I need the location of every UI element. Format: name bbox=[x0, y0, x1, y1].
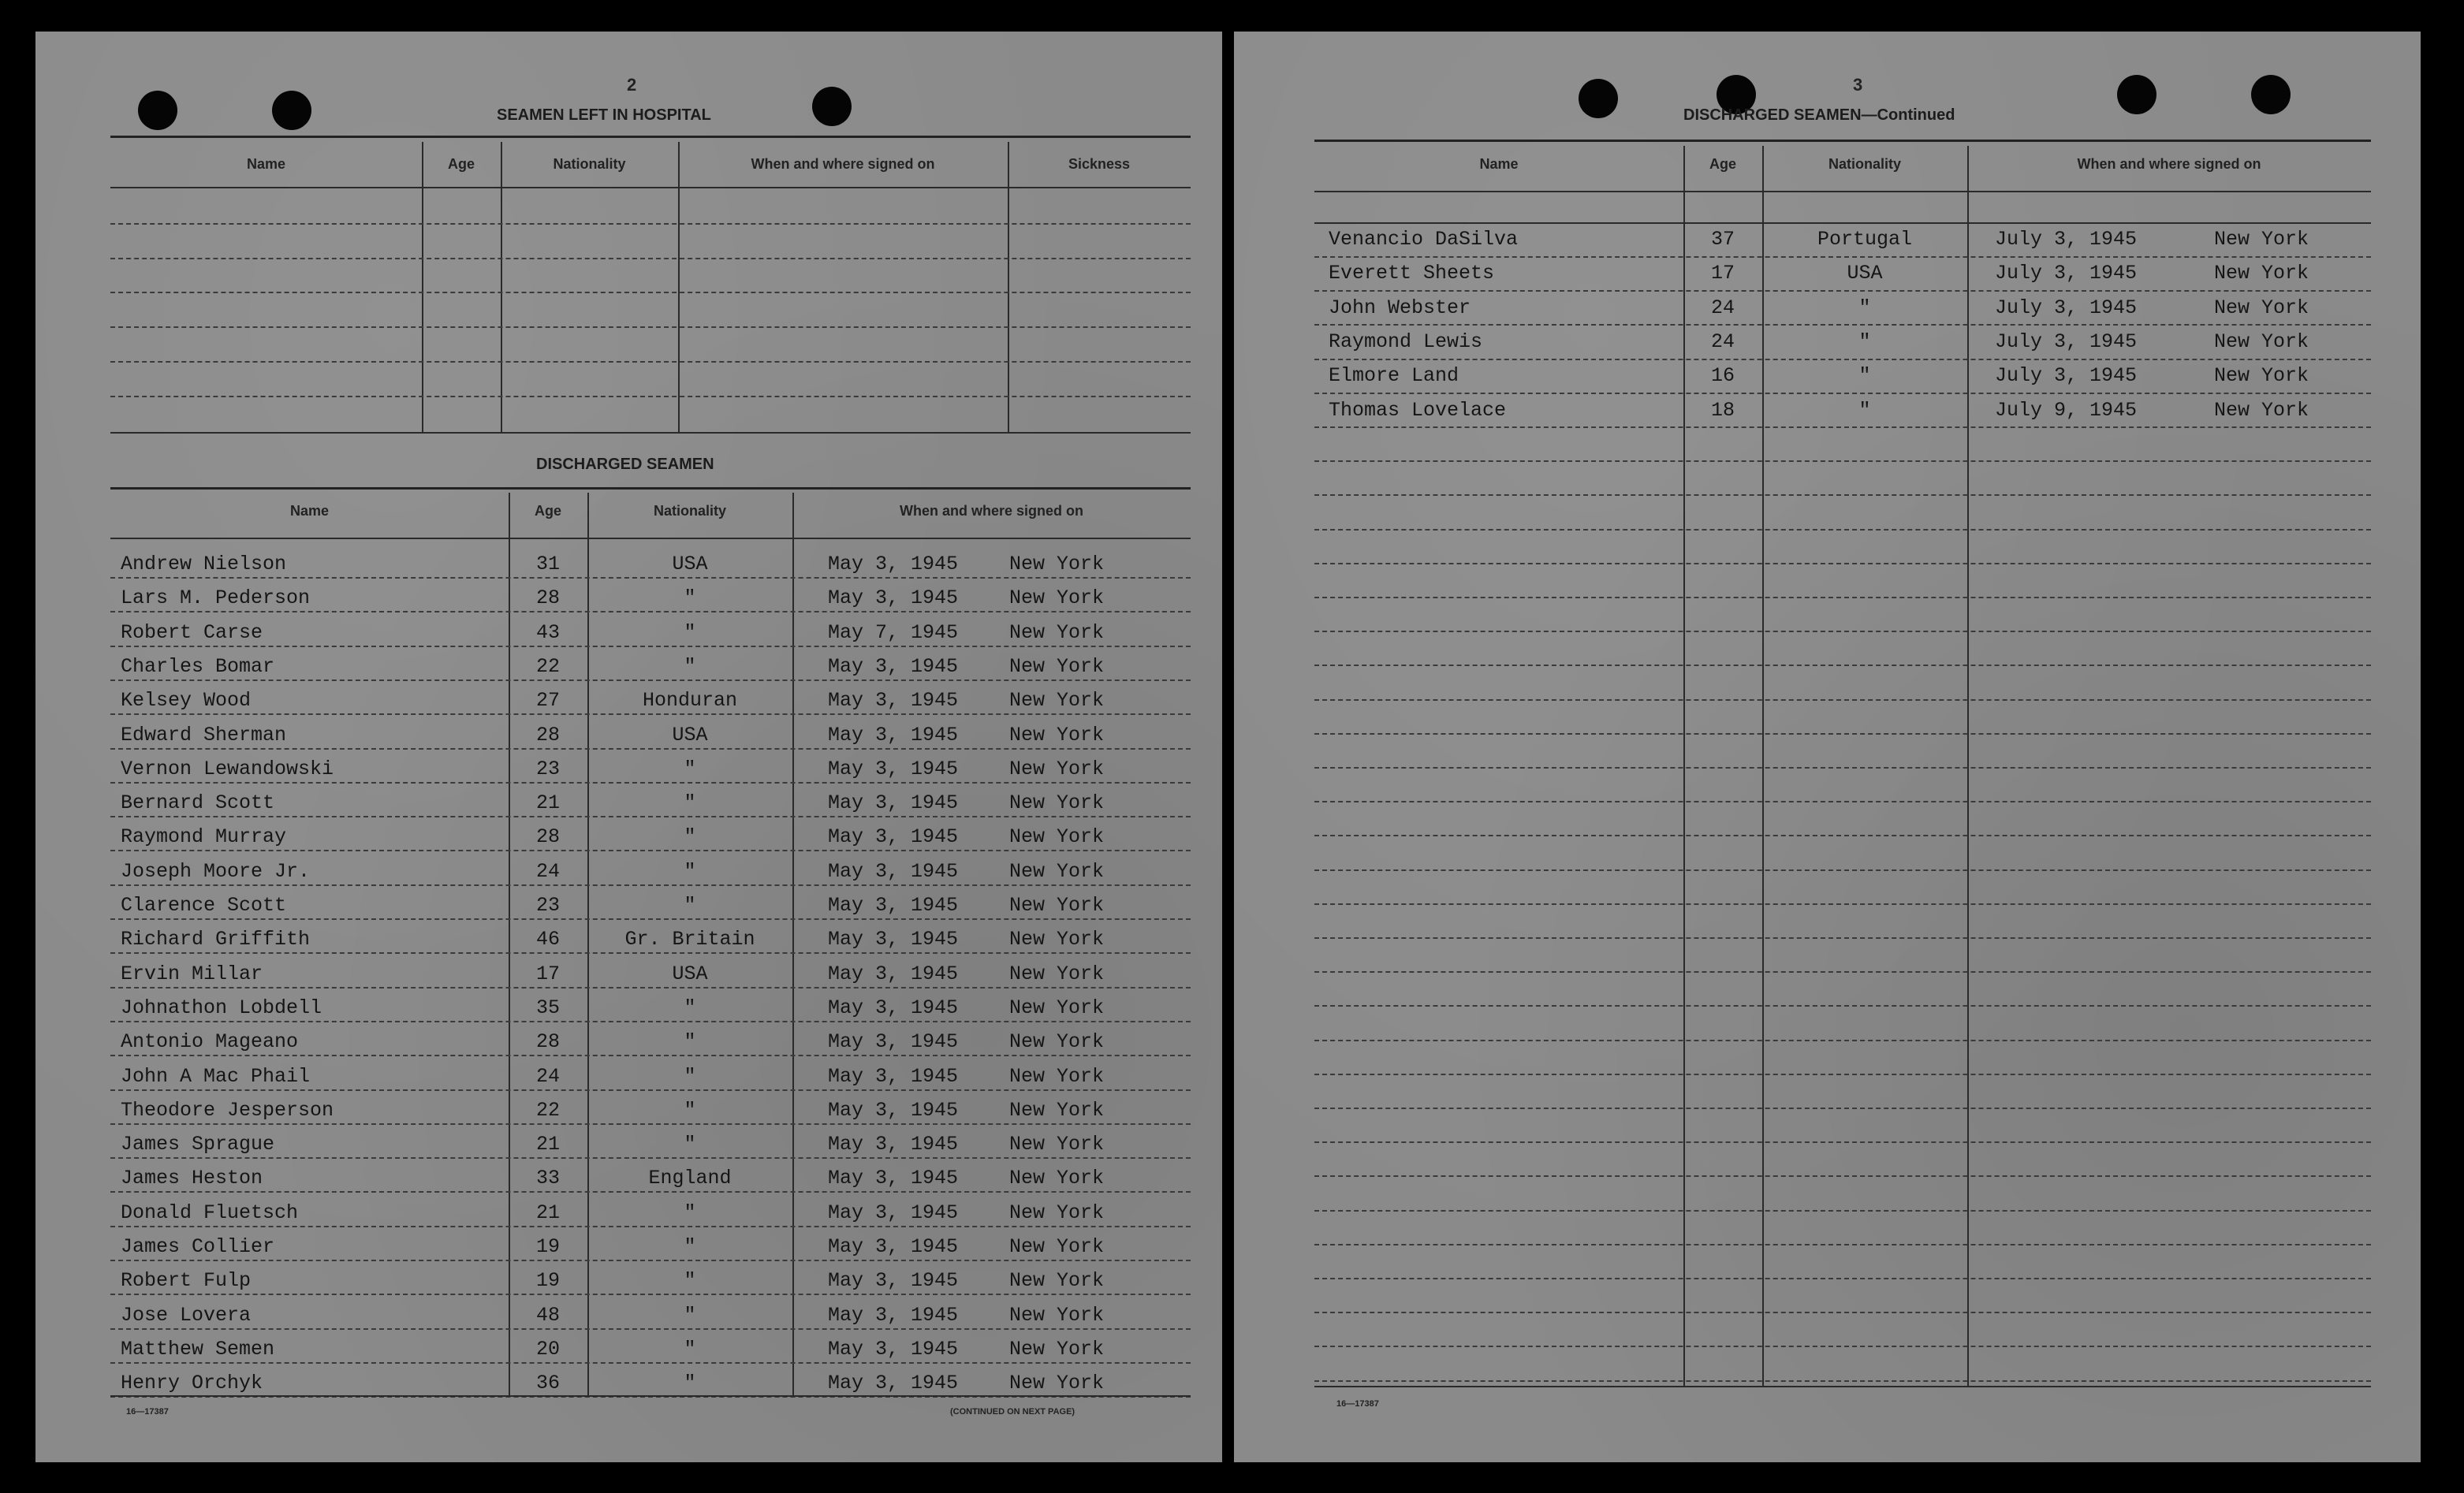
seaman-nationality: " bbox=[684, 1099, 696, 1122]
signed-on-place: New York bbox=[1009, 1269, 1105, 1292]
signed-on-place: New York bbox=[1009, 689, 1105, 712]
seaman-name: Charles Bomar bbox=[121, 655, 275, 678]
row-line bbox=[1314, 801, 2371, 802]
seaman-age: 23 bbox=[535, 894, 560, 917]
signed-on-date: May 3, 1945 bbox=[828, 655, 959, 678]
seaman-nationality: " bbox=[684, 1304, 696, 1327]
seaman-name: Theodore Jesperson bbox=[121, 1099, 334, 1122]
discharged-table-top-rule bbox=[110, 487, 1191, 490]
row-line bbox=[110, 1123, 1191, 1125]
discharged-title: DISCHARGED SEAMEN bbox=[536, 456, 714, 473]
row-line bbox=[1314, 1005, 2371, 1007]
row-line bbox=[1314, 903, 2371, 905]
right-page bbox=[1234, 32, 2421, 1462]
seaman-name: James Collier bbox=[121, 1235, 275, 1258]
hospital-header-nationality: Nationality bbox=[553, 156, 626, 172]
hospital-row-line bbox=[110, 292, 1191, 293]
signed-on-place: New York bbox=[1009, 1133, 1105, 1156]
seaman-nationality: " bbox=[684, 996, 696, 1019]
hospital-row-line bbox=[110, 223, 1191, 225]
punch-hole bbox=[272, 91, 311, 130]
seaman-name: Vernon Lewandowski bbox=[121, 758, 334, 780]
row-line bbox=[110, 1055, 1191, 1056]
header-name: Name bbox=[1479, 156, 1519, 172]
signed-on-date: May 3, 1945 bbox=[828, 1269, 959, 1292]
signed-on-place: New York bbox=[1009, 1099, 1105, 1122]
signed-on-place: New York bbox=[1009, 1030, 1105, 1053]
row-line bbox=[110, 816, 1191, 817]
seaman-nationality: " bbox=[684, 1269, 696, 1292]
seaman-nationality: " bbox=[684, 860, 696, 883]
seaman-age: 21 bbox=[535, 791, 560, 814]
seaman-nationality: " bbox=[684, 621, 696, 644]
seaman-name: Andrew Nielson bbox=[121, 553, 287, 575]
seaman-name: Bernard Scott bbox=[121, 791, 275, 814]
table-header-rule bbox=[1314, 191, 2371, 192]
seaman-name: James Sprague bbox=[121, 1133, 275, 1156]
hospital-col-divider bbox=[422, 142, 423, 434]
row-line bbox=[1314, 1244, 2371, 1245]
left-page bbox=[35, 32, 1222, 1462]
signed-on-date: May 3, 1945 bbox=[828, 1338, 959, 1361]
punch-hole bbox=[138, 91, 177, 130]
seaman-nationality: " bbox=[684, 825, 696, 848]
table-bottom-rule bbox=[1314, 1386, 2371, 1387]
seaman-name: Clarence Scott bbox=[121, 894, 287, 917]
discharged-header-age: Age bbox=[534, 503, 561, 519]
signed-on-date: July 3, 1945 bbox=[1995, 228, 2138, 251]
signed-on-date: July 3, 1945 bbox=[1995, 296, 2138, 319]
row-line bbox=[110, 1191, 1191, 1193]
seaman-age: 24 bbox=[535, 1065, 560, 1088]
row-line bbox=[1314, 597, 2371, 598]
row-line bbox=[1314, 1141, 2371, 1143]
signed-on-date: May 3, 1945 bbox=[828, 553, 959, 575]
row-line bbox=[1314, 971, 2371, 973]
signed-on-date: May 3, 1945 bbox=[828, 1065, 959, 1088]
signed-on-place: New York bbox=[2214, 296, 2309, 319]
seaman-nationality: USA bbox=[672, 962, 708, 985]
signed-on-place: New York bbox=[1009, 655, 1105, 678]
hospital-table-bottom-rule bbox=[110, 432, 1191, 434]
seaman-nationality: Honduran bbox=[642, 689, 738, 712]
seaman-age: 16 bbox=[1710, 364, 1735, 387]
row-line bbox=[110, 1021, 1191, 1022]
seaman-name: Henry Orchyk bbox=[121, 1372, 263, 1394]
table-top-rule bbox=[1314, 140, 2371, 142]
seaman-name: Matthew Semen bbox=[121, 1338, 275, 1361]
seaman-name: Donald Fluetsch bbox=[121, 1201, 299, 1224]
seaman-age: 28 bbox=[535, 825, 560, 848]
row-line bbox=[1314, 699, 2371, 701]
row-line bbox=[110, 679, 1191, 681]
hospital-header-age: Age bbox=[447, 156, 475, 172]
seaman-name: Elmore Land bbox=[1329, 364, 1459, 387]
hospital-row-line bbox=[110, 396, 1191, 397]
header-signed-on: When and where signed on bbox=[2077, 156, 2261, 172]
row-line bbox=[1314, 1210, 2371, 1212]
signed-on-date: July 3, 1945 bbox=[1995, 330, 2138, 353]
seaman-name: James Heston bbox=[121, 1167, 263, 1190]
row-line bbox=[110, 1294, 1191, 1295]
signed-on-date: May 7, 1945 bbox=[828, 621, 959, 644]
row-line bbox=[1314, 256, 2371, 258]
header-nationality: Nationality bbox=[1828, 156, 1901, 172]
seaman-age: 20 bbox=[535, 1338, 560, 1361]
seaman-name: Johnathon Lobdell bbox=[121, 996, 322, 1019]
row-line bbox=[1314, 563, 2371, 564]
seaman-name: Raymond Murray bbox=[121, 825, 287, 848]
signed-on-date: May 3, 1945 bbox=[828, 996, 959, 1019]
seaman-age: 24 bbox=[535, 860, 560, 883]
seaman-nationality: " bbox=[684, 758, 696, 780]
signed-on-place: New York bbox=[2214, 399, 2309, 422]
signed-on-date: May 3, 1945 bbox=[828, 758, 959, 780]
discharged-table-header-rule bbox=[110, 538, 1191, 539]
hospital-col-divider bbox=[678, 142, 680, 434]
hospital-header-sickness: Sickness bbox=[1068, 156, 1131, 172]
signed-on-date: May 3, 1945 bbox=[828, 689, 959, 712]
hospital-header-signed-on: When and where signed on bbox=[751, 156, 935, 172]
signed-on-place: New York bbox=[1009, 1201, 1105, 1224]
seaman-name: Everett Sheets bbox=[1329, 262, 1495, 285]
punch-hole bbox=[1579, 79, 1618, 118]
punch-hole bbox=[2117, 75, 2156, 114]
seaman-nationality: " bbox=[684, 894, 696, 917]
table-header-rule-2 bbox=[1314, 222, 2371, 224]
signed-on-place: New York bbox=[1009, 928, 1105, 951]
row-line bbox=[1314, 733, 2371, 735]
seaman-nationality: " bbox=[684, 791, 696, 814]
row-line bbox=[110, 987, 1191, 989]
row-line bbox=[1314, 529, 2371, 531]
seaman-age: 21 bbox=[535, 1133, 560, 1156]
seaman-name: Jose Lovera bbox=[121, 1304, 252, 1327]
signed-on-place: New York bbox=[1009, 791, 1105, 814]
seaman-name: Richard Griffith bbox=[121, 928, 311, 951]
signed-on-place: New York bbox=[1009, 758, 1105, 780]
signed-on-date: July 3, 1945 bbox=[1995, 364, 2138, 387]
seaman-age: 28 bbox=[535, 1030, 560, 1053]
seaman-nationality: USA bbox=[672, 724, 708, 746]
row-line bbox=[1314, 665, 2371, 666]
row-line bbox=[1314, 1040, 2371, 1041]
seaman-name: Robert Carse bbox=[121, 621, 263, 644]
row-line bbox=[110, 782, 1191, 784]
signed-on-date: July 9, 1945 bbox=[1995, 399, 2138, 422]
signed-on-date: May 3, 1945 bbox=[828, 1372, 959, 1394]
row-line bbox=[1314, 1074, 2371, 1075]
seaman-age: 31 bbox=[535, 553, 560, 575]
signed-on-place: New York bbox=[1009, 860, 1105, 883]
signed-on-date: May 3, 1945 bbox=[828, 1167, 959, 1190]
row-line bbox=[110, 611, 1191, 612]
signed-on-date: May 3, 1945 bbox=[828, 962, 959, 985]
signed-on-date: May 3, 1945 bbox=[828, 1304, 959, 1327]
row-line bbox=[110, 646, 1191, 647]
discharged-header-signed-on: When and where signed on bbox=[899, 503, 1083, 519]
seaman-age: 21 bbox=[535, 1201, 560, 1224]
discharged-table-bottom-rule bbox=[110, 1395, 1191, 1397]
seaman-nationality: " bbox=[684, 1133, 696, 1156]
seaman-age: 33 bbox=[535, 1167, 560, 1190]
row-line bbox=[110, 884, 1191, 886]
row-line bbox=[110, 1089, 1191, 1091]
discharged-header-name: Name bbox=[289, 503, 330, 519]
seaman-name: Raymond Lewis bbox=[1329, 330, 1483, 353]
row-line bbox=[1314, 1175, 2371, 1177]
seaman-age: 17 bbox=[535, 962, 560, 985]
signed-on-date: May 3, 1945 bbox=[828, 1133, 959, 1156]
seaman-age: 22 bbox=[535, 1099, 560, 1122]
signed-on-place: New York bbox=[2214, 364, 2309, 387]
seaman-age: 18 bbox=[1710, 399, 1735, 422]
row-line bbox=[110, 577, 1191, 579]
seaman-age: 28 bbox=[535, 724, 560, 746]
row-line bbox=[110, 1157, 1191, 1159]
signed-on-place: New York bbox=[2214, 228, 2309, 251]
signed-on-place: New York bbox=[1009, 1338, 1105, 1361]
seaman-nationality: " bbox=[684, 1201, 696, 1224]
signed-on-date: May 3, 1945 bbox=[828, 586, 959, 609]
row-line bbox=[1314, 359, 2371, 360]
signed-on-place: New York bbox=[1009, 1304, 1105, 1327]
hospital-table-top-rule bbox=[110, 136, 1191, 138]
signed-on-place: New York bbox=[1009, 1065, 1105, 1088]
signed-on-place: New York bbox=[1009, 586, 1105, 609]
seaman-age: 43 bbox=[535, 621, 560, 644]
row-line bbox=[1314, 1346, 2371, 1347]
hospital-table-header-rule bbox=[110, 187, 1191, 188]
discharged-header-nationality: Nationality bbox=[653, 503, 726, 519]
seaman-name: Ervin Millar bbox=[121, 962, 263, 985]
signed-on-place: New York bbox=[1009, 621, 1105, 644]
hospital-row-line bbox=[110, 258, 1191, 259]
signed-on-place: New York bbox=[2214, 330, 2309, 353]
seaman-name: Joseph Moore Jr. bbox=[121, 860, 311, 883]
continued-note: (CONTINUED ON NEXT PAGE) bbox=[950, 1407, 1075, 1417]
row-line bbox=[1314, 324, 2371, 326]
signed-on-place: New York bbox=[1009, 825, 1105, 848]
seaman-nationality: " bbox=[684, 655, 696, 678]
seaman-nationality: " bbox=[684, 1338, 696, 1361]
row-line bbox=[1314, 937, 2371, 939]
seaman-age: 48 bbox=[535, 1304, 560, 1327]
seaman-name: John Webster bbox=[1329, 296, 1471, 319]
seaman-nationality: " bbox=[684, 1030, 696, 1053]
hospital-row-line bbox=[110, 326, 1191, 328]
row-line bbox=[110, 748, 1191, 750]
seaman-nationality: " bbox=[684, 1372, 696, 1394]
row-line bbox=[1314, 835, 2371, 836]
seaman-nationality: Portugal bbox=[1817, 228, 1913, 251]
signed-on-place: New York bbox=[1009, 724, 1105, 746]
row-line bbox=[110, 850, 1191, 851]
header-age: Age bbox=[1709, 156, 1736, 172]
hospital-title: SEAMEN LEFT IN HOSPITAL bbox=[497, 106, 711, 124]
row-line bbox=[110, 1260, 1191, 1261]
row-line bbox=[1314, 1312, 2371, 1313]
signed-on-place: New York bbox=[1009, 996, 1105, 1019]
seaman-age: 19 bbox=[535, 1235, 560, 1258]
seaman-nationality: " bbox=[684, 586, 696, 609]
seaman-age: 36 bbox=[535, 1372, 560, 1394]
row-line bbox=[1314, 290, 2371, 292]
seaman-age: 35 bbox=[535, 996, 560, 1019]
discharged-continued-title: DISCHARGED SEAMEN—Continued bbox=[1683, 106, 1955, 124]
signed-on-date: May 3, 1945 bbox=[828, 928, 959, 951]
seaman-age: 19 bbox=[535, 1269, 560, 1292]
seaman-nationality: USA bbox=[1847, 262, 1883, 285]
signed-on-place: New York bbox=[1009, 894, 1105, 917]
seaman-age: 24 bbox=[1710, 330, 1735, 353]
seaman-name: Robert Fulp bbox=[121, 1269, 252, 1292]
row-line bbox=[1314, 494, 2371, 496]
seaman-nationality: " bbox=[1858, 399, 1871, 422]
punch-hole bbox=[812, 87, 852, 126]
row-line bbox=[1314, 426, 2371, 428]
hospital-row-line bbox=[110, 361, 1191, 363]
punch-hole bbox=[2251, 75, 2291, 114]
hospital-col-divider bbox=[1008, 142, 1009, 434]
row-line bbox=[110, 952, 1191, 954]
signed-on-place: New York bbox=[1009, 1235, 1105, 1258]
seaman-age: 23 bbox=[535, 758, 560, 780]
seaman-age: 22 bbox=[535, 655, 560, 678]
seaman-nationality: " bbox=[684, 1235, 696, 1258]
page-number: 3 bbox=[1853, 75, 1863, 95]
seaman-age: 24 bbox=[1710, 296, 1735, 319]
seaman-nationality: USA bbox=[672, 553, 708, 575]
signed-on-date: May 3, 1945 bbox=[828, 1201, 959, 1224]
row-line bbox=[110, 1226, 1191, 1227]
seaman-nationality: Gr. Britain bbox=[624, 928, 755, 951]
signed-on-date: May 3, 1945 bbox=[828, 825, 959, 848]
seaman-name: Thomas Lovelace bbox=[1329, 399, 1507, 422]
seaman-nationality: England bbox=[648, 1167, 732, 1190]
signed-on-date: May 3, 1945 bbox=[828, 724, 959, 746]
row-line bbox=[1314, 869, 2371, 871]
seaman-age: 28 bbox=[535, 586, 560, 609]
seaman-nationality: " bbox=[684, 1065, 696, 1088]
signed-on-place: New York bbox=[1009, 962, 1105, 985]
row-line bbox=[1314, 631, 2371, 632]
row-line bbox=[1314, 393, 2371, 394]
seaman-age: 27 bbox=[535, 689, 560, 712]
hospital-header-name: Name bbox=[246, 156, 286, 172]
seaman-age: 37 bbox=[1710, 228, 1735, 251]
seaman-name: Kelsey Wood bbox=[121, 689, 252, 712]
seaman-name: John A Mac Phail bbox=[121, 1065, 311, 1088]
signed-on-date: May 3, 1945 bbox=[828, 894, 959, 917]
signed-on-date: May 3, 1945 bbox=[828, 1030, 959, 1053]
row-line bbox=[110, 1328, 1191, 1330]
row-line bbox=[110, 1362, 1191, 1364]
signed-on-date: May 3, 1945 bbox=[828, 791, 959, 814]
row-line bbox=[1314, 1278, 2371, 1279]
seaman-name: Lars M. Pederson bbox=[121, 586, 311, 609]
signed-on-place: New York bbox=[1009, 553, 1105, 575]
signed-on-place: New York bbox=[1009, 1167, 1105, 1190]
signed-on-place: New York bbox=[1009, 1372, 1105, 1394]
seaman-nationality: " bbox=[1858, 364, 1871, 387]
row-line bbox=[1314, 1108, 2371, 1109]
signed-on-date: May 3, 1945 bbox=[828, 1235, 959, 1258]
seaman-name: Antonio Mageano bbox=[121, 1030, 299, 1053]
signed-on-place: New York bbox=[2214, 262, 2309, 285]
seaman-age: 17 bbox=[1710, 262, 1735, 285]
seaman-age: 46 bbox=[535, 928, 560, 951]
seaman-nationality: " bbox=[1858, 296, 1871, 319]
seaman-nationality: " bbox=[1858, 330, 1871, 353]
signed-on-date: July 3, 1945 bbox=[1995, 262, 2138, 285]
row-line bbox=[1314, 1380, 2371, 1382]
seaman-name: Venancio DaSilva bbox=[1329, 228, 1519, 251]
signed-on-date: May 3, 1945 bbox=[828, 1099, 959, 1122]
page-number: 2 bbox=[627, 75, 637, 95]
row-line bbox=[1314, 460, 2371, 462]
row-line bbox=[110, 918, 1191, 920]
row-line bbox=[1314, 767, 2371, 769]
signed-on-date: May 3, 1945 bbox=[828, 860, 959, 883]
form-number: 16—17387 bbox=[126, 1407, 169, 1417]
seaman-name: Edward Sherman bbox=[121, 724, 287, 746]
hospital-col-divider bbox=[501, 142, 502, 434]
form-number: 16—17387 bbox=[1336, 1399, 1379, 1409]
row-line bbox=[110, 713, 1191, 715]
